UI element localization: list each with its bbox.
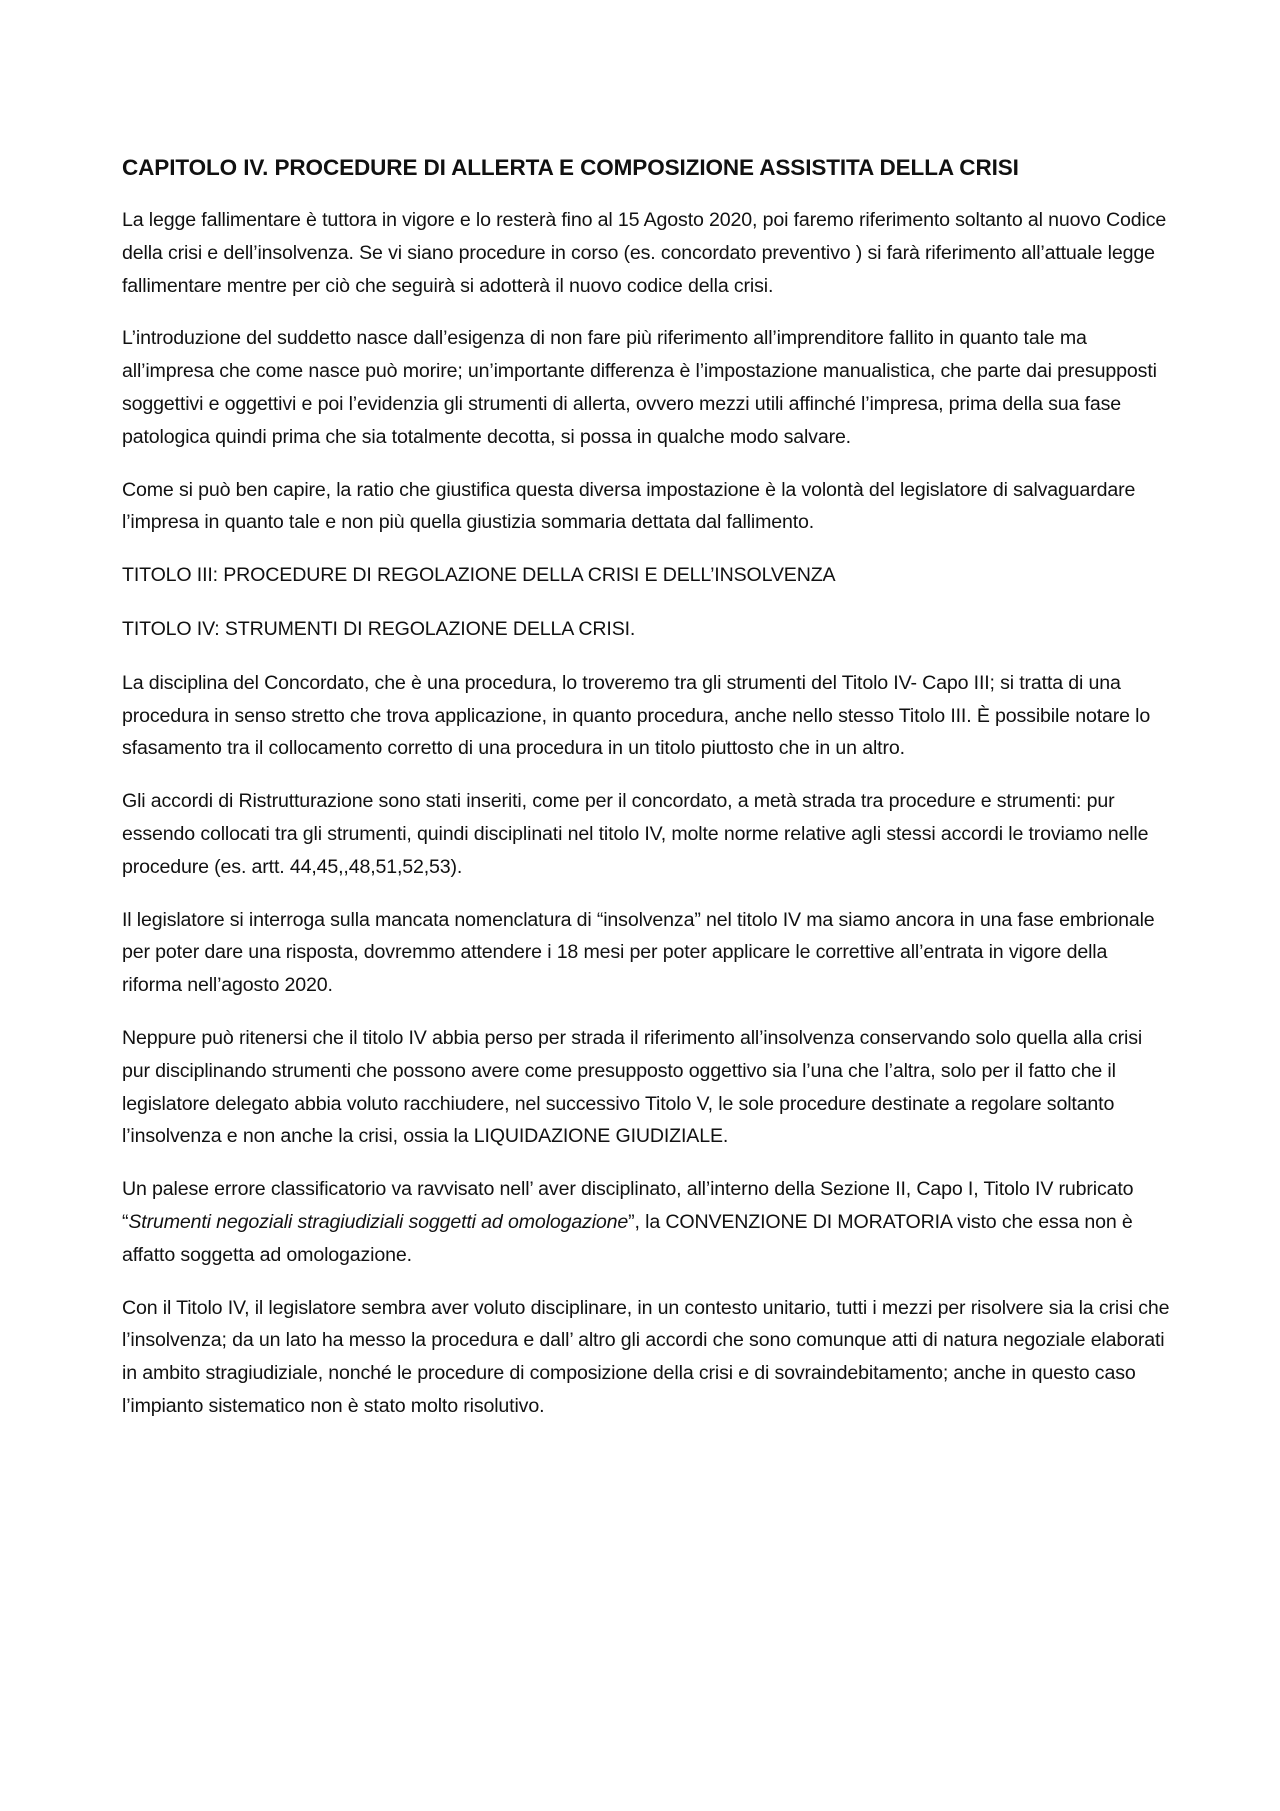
paragraph-9: Neppure può ritenersi che il titolo IV abbia perso per strada il riferimento all’insolvenza conservando solo quella alla crisi pur disciplinando strumenti che possono avere come presupposto oggettivo sia l’una che l’altra, solo per il fatto che il legislatore delegato abbia voluto racchiudere, nel successivo Titolo V, le sole procedure destinate a regolare soltanto l’insolvenza e non anche la crisi, ossia la LIQUIDAZIONE GIUDIZIALE. (122, 1026, 1143, 1148)
paragraph-10-after: ”, la CONVENZIONE DI MORATORIA visto che essa non è affatto soggetta ad omologazione. (122, 1210, 1133, 1266)
paragraph-1: La legge fallimentare è tuttora in vigore e lo resterà fino al 15 Agosto 2020, poi faremo riferimento soltanto al nuovo Codice della crisi e dell’insolvenza. Se vi siano procedure in corso (es. concordato preventivo ) si farà riferimento all’attuale legge fallimentare mentre per ciò che seguirà si adotterà il nuovo codice della crisi. (122, 209, 1167, 297)
paragraph-10 (122, 1173, 1172, 1271)
paragraph-2: L’introduzione del suddetto nasce dall’esigenza di non fare più riferimento all’imprenditore fallito in quanto tale ma all’impresa che come nasce può morire; un’importante differenza è l’impostazione manualistica, che parte dai presupposti soggettivi e oggettivi e poi l’evidenzia gli strumenti di allerta, ovvero mezzi utili affinché l’impresa, prima della sua fase patologica quindi prima che sia totalmente decotta, si possa in qualche modo salvare. (122, 327, 1157, 448)
paragraph-6: La disciplina del Concordato, che è una procedura, lo troveremo tra gli strumenti del Titolo IV- Capo III; si tratta di una procedura in senso stretto che trova applicazione, in quanto procedura, anche nello stesso Titolo III. È possibile notare lo sfasamento tra il collocamento corretto di una procedura in un titolo piuttosto che in un altro. (122, 671, 1151, 760)
paragraph-10-italic-title: Strumenti negoziali stragiudiziali soggetti ad omologazione (128, 1210, 629, 1233)
title-iii-line: TITOLO III: PROCEDURE DI REGOLAZIONE DELLA CRISI E DELL’INSOLVENZA (122, 564, 836, 587)
paragraph-11: Con il Titolo IV, il legislatore sembra aver voluto disciplinare, in un contesto unitario, tutti i mezzi per risolvere sia la crisi che l’insolvenza; da un lato ha messo la procedura e dall’ altro gli accordi che sono comunque atti di natura negoziale elaborati in ambito stragiudiziale, nonché le procedure di composizione della crisi e di sovraindebitamento; anche in questo caso l’impianto sistematico non è stato molto risolutivo. (122, 1296, 1170, 1417)
chapter-heading: CAPITOLO IV. PROCEDURE DI ALLERTA E COMPOSIZIONE ASSISTITA DELLA CRISI (122, 155, 1019, 180)
paragraph-8: Il legislatore si interroga sulla mancata nomenclatura di “insolvenza” nel titolo IV ma siamo ancora in una fase embrionale per poter dare una risposta, dovremmo attendere i 18 mesi per poter applicare le correttive all’entrata in vigore della riforma nell’agosto 2020. (122, 908, 1155, 997)
document-page (122, 152, 1172, 1443)
paragraph-3: Come si può ben capire, la ratio che giustifica questa diversa impostazione è la volontà del legislatore di salvaguardare l’impresa in quanto tale e non più quella giustizia sommaria dettata dal fallimento. (122, 478, 1136, 534)
title-iv-line: TITOLO IV: STRUMENTI DI REGOLAZIONE DELLA CRISI. (122, 617, 636, 640)
paragraph-10-before: Un palese errore classificatorio va ravvisato nell’ aver disciplinato, all’interno della Sezione II, Capo I, Titolo IV rubricato “ (122, 1178, 1134, 1233)
paragraph-7: Gli accordi di Ristrutturazione sono stati inseriti, come per il concordato, a metà strada tra procedure e strumenti: pur essendo collocati tra gli strumenti, quindi disciplinati nel titolo IV, molte norme relative agli stessi accordi le troviamo nelle procedure (es. artt. 44,45,,48,51,52,53). (122, 790, 1149, 878)
